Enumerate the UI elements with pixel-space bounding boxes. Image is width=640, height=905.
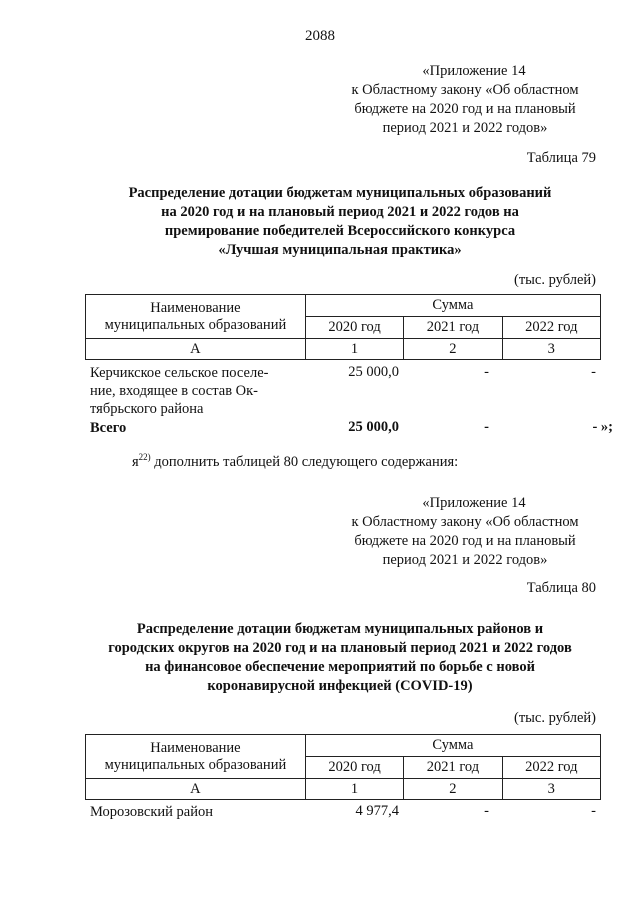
year-2021-header: 2021 год [404, 757, 502, 779]
value-2021: - [484, 803, 489, 819]
page-number: 2088 [305, 28, 335, 44]
title-line: «Лучшая муниципальная практика» [218, 242, 462, 258]
column-number-a: А [86, 779, 306, 800]
appendix-line: период 2021 и 2022 годов» [382, 552, 548, 568]
name-column-header [86, 735, 306, 779]
value-2020: 4 977,4 [355, 803, 399, 819]
table-label-80: Таблица 80 [526, 580, 596, 596]
title-line: премирование победителей Всероссийского конкурса [164, 223, 516, 239]
row-name-line: Морозовский район [90, 804, 214, 820]
title-line: коронавирусной инфекцией (COVID-19) [207, 678, 473, 694]
total-label: Всего [90, 420, 127, 436]
title-line: городских округов на 2020 год и на плановый период 2021 и 2022 годов [108, 640, 572, 656]
year-2020-header: 2020 год [305, 757, 403, 779]
column-number-3: 3 [502, 339, 600, 360]
paragraph-text: дополнить таблицей 80 следующего содержания: [150, 454, 459, 470]
row-name-line: ние, входящее в состав Ок- [90, 383, 259, 399]
column-number-3: 3 [502, 779, 600, 800]
appendix-line: «Приложение 14 [422, 495, 526, 511]
title-line: на 2020 год и на плановый период 2021 и 2022 годов на [161, 204, 519, 220]
total-2021: - [484, 419, 489, 435]
header-name-line2: муниципальных образований [104, 756, 287, 773]
row-name [90, 803, 305, 821]
year-2022-header: 2022 год [502, 317, 600, 339]
amendment-paragraph [132, 454, 458, 471]
appendix-line: бюджете на 2020 год и на плановый [354, 101, 576, 117]
table-80-header [85, 734, 601, 800]
value-2020: 25 000,0 [348, 364, 399, 380]
appendix-line: бюджете на 2020 год и на плановый [354, 533, 576, 549]
header-name-line1: Наименование [150, 739, 241, 756]
year-2022-header: 2022 год [502, 757, 600, 779]
table-row [85, 364, 601, 420]
value-2022: - [591, 803, 596, 819]
appendix-line: период 2021 и 2022 годов» [382, 120, 548, 136]
appendix-header-2 [340, 494, 590, 570]
column-number-1: 1 [305, 779, 403, 800]
total-2022: - »; [592, 419, 613, 435]
units-label: (тыс. рублей) [514, 272, 596, 288]
row-name-line: тябрьского района [90, 401, 204, 417]
column-number-2: 2 [404, 339, 502, 360]
name-column-header [86, 295, 306, 339]
column-number-2: 2 [404, 779, 502, 800]
paragraph-footnote: 22) [138, 452, 151, 463]
column-number-1: 1 [305, 339, 403, 360]
row-name [90, 364, 305, 418]
title-line: Распределение дотации бюджетам муниципальных образований [128, 185, 552, 201]
total-row [85, 419, 613, 439]
appendix-line: к Областному закону «Об областном [351, 82, 579, 98]
table-label-79: Таблица 79 [526, 150, 596, 166]
table-title-80 [60, 620, 620, 696]
title-line: Распределение дотации бюджетам муниципальных районов и [136, 621, 544, 637]
column-number-a: А [86, 339, 306, 360]
header-name-line2: муниципальных образований [104, 316, 287, 333]
units-label: (тыс. рублей) [514, 710, 596, 726]
header-name-line1: Наименование [150, 299, 241, 316]
value-2022: - [591, 364, 596, 380]
appendix-line: к Областному закону «Об областном [351, 514, 579, 530]
value-2021: - [484, 364, 489, 380]
appendix-header-1 [340, 62, 590, 138]
total-2020: 25 000,0 [348, 419, 399, 435]
paragraph-prefix: я [132, 454, 139, 470]
row-name-line: Керчикское сельское поселе- [90, 365, 269, 381]
title-line: на финансовое обеспечение мероприятий по борьбе с новой [145, 659, 535, 675]
year-2021-header: 2021 год [404, 317, 502, 339]
year-2020-header: 2020 год [305, 317, 403, 339]
appendix-line: «Приложение 14 [422, 63, 526, 79]
table-79-header [85, 294, 601, 360]
table-row [85, 803, 601, 823]
table-title-79 [60, 184, 620, 260]
sum-header: Сумма [305, 295, 600, 317]
sum-header: Сумма [305, 735, 600, 757]
